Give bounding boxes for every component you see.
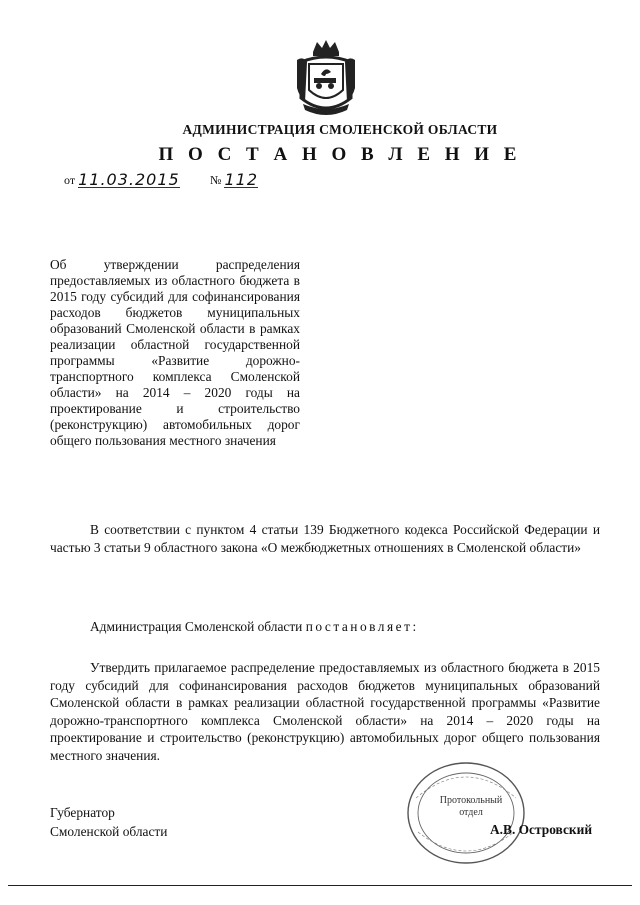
document-date [64, 172, 180, 188]
stamp-text-line1: Протокольный [439, 795, 503, 806]
document-type-title: П О С Т А Н О В Л Е Н И Е [158, 144, 522, 165]
signatory-position-line2: Смоленской области [50, 824, 168, 839]
coat-of-arms-emblem [295, 38, 357, 120]
stamp-text [438, 795, 504, 819]
signatory-name: А.В. Островский [490, 822, 593, 837]
document-number [210, 172, 258, 188]
issuing-authority: АДМИНИСТРАЦИЯ СМОЛЕНСКОЙ ОБЛАСТИ [182, 122, 498, 137]
document-subject: Об утверждении распределения предоставляемых из областного бюджета в 2015 году субсидий для софинансирования расходов бюджетов муниципальных образований Смоленской области в рамках реализации областной государственной программы «Развитие дорожно-транспортного комплекса Смоленской области» на 2014 – 2020 годы на проектирование и строительство (реконструкцию) автомобильных дорог общего пользования местного значения [50, 257, 300, 448]
resolution-verb: постановляет: [305, 619, 419, 634]
number-prefix: № [210, 173, 222, 187]
signatory-position-line1: Губернатор [50, 805, 115, 820]
date-value: 11.03.2015 [78, 170, 180, 189]
resolution-subject: Администрация Смоленской области [90, 619, 306, 634]
stamp-text-line2: отдел [459, 807, 483, 818]
date-prefix: от [64, 173, 76, 187]
page-bottom-rule [8, 885, 632, 886]
signatory-position [50, 803, 167, 841]
decision-paragraph: Утвердить прилагаемое распределение предоставляемых из областного бюджета в 2015 году субсидий для софинансирования расходов бюджетов муниципальных образований Смоленской области в рамках реализации областной государственной программы «Развитие дорожно-транспортного комплекса Смоленской области» на 2014 – 2020 годы на проектирование и строительство (реконструкцию) автомобильных дорог общего пользования местного значения. [50, 660, 600, 763]
legal-basis-paragraph: В соответствии с пунктом 4 статьи 139 Бюджетного кодекса Российской Федерации и частью 3 статьи 9 областного закона «О межбюджетных отношениях в Смоленской области» [50, 522, 600, 555]
number-value: 112 [224, 170, 258, 189]
resolution-clause [50, 618, 600, 636]
